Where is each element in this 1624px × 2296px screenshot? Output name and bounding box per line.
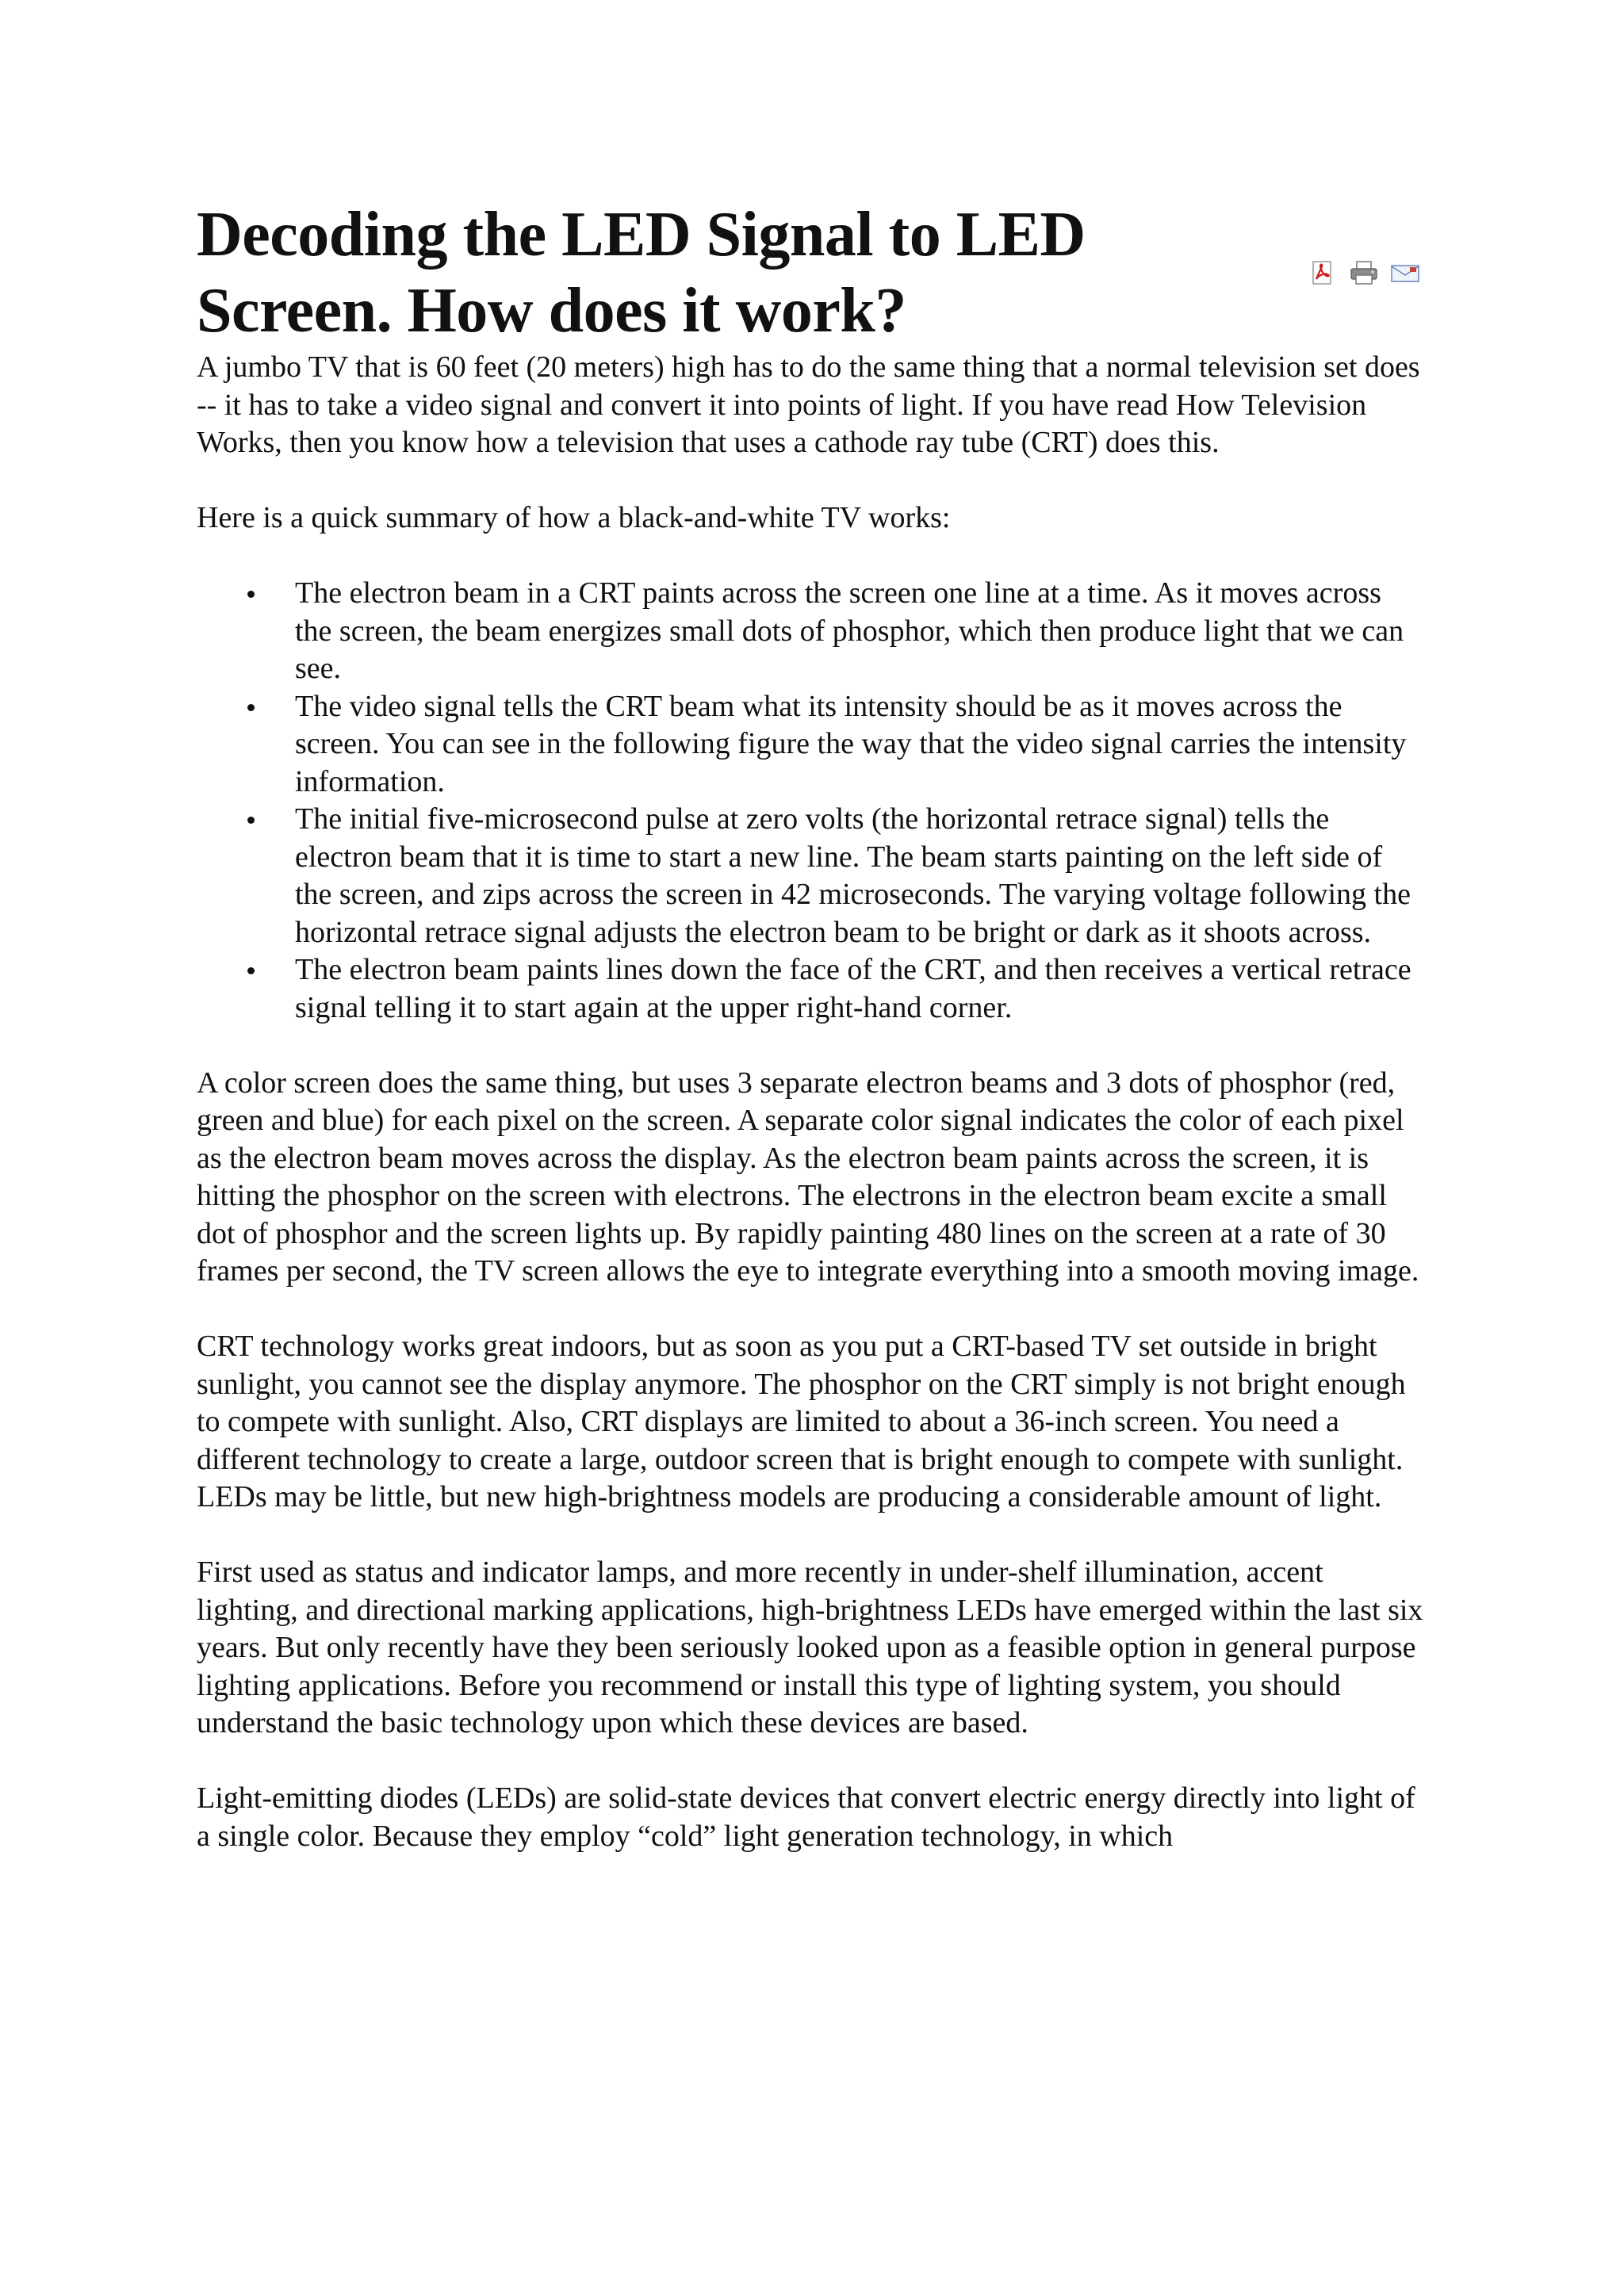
crt-summary-list bbox=[197, 575, 1424, 1027]
bullet-icon bbox=[247, 704, 255, 711]
list-item-text: The video signal tells the CRT beam what its intensity should be as it moves across the screen. You can see in the following figure the way that the video signal carries the intensity information. bbox=[295, 689, 1407, 798]
list-item-text: The initial five-microsecond pulse at zero volts (the horizontal retrace signal) tells the electron beam that it is time to start a new line. The beam starts painting on the left side of the screen, and zips across the screen in 42 microseconds. The varying voltage following the horizontal retrace signal adjusts the electron beam to be bright or dark as it shoots across. bbox=[295, 802, 1411, 949]
bullet-icon bbox=[247, 591, 255, 598]
list-item bbox=[197, 688, 1424, 802]
paragraph-crt-outdoors: CRT technology works great indoors, but as soon as you put a CRT-based TV set outside in bright sunlight, you cannot see the display anymore. The phosphor on the CRT simply is not bright enough to compete with sunlight. Also, CRT displays are limited to about a 36-inch screen. You need a different technology to create a large, outdoor screen that is bright enough to compete with sunlight. LEDs may be little, but new high-brightness models are producing a considerable amount of light. bbox=[197, 1330, 1406, 1513]
print-icon[interactable] bbox=[1348, 260, 1380, 285]
title-line-2: Screen. How does it work? bbox=[197, 276, 906, 346]
pdf-icon[interactable] bbox=[1307, 260, 1339, 285]
paragraph-color-screen: A color screen does the same thing, but uses 3 separate electron beams and 3 dots of phosphor (red, green and blue) for each pixel on the screen. A separate color signal indicates the color of each pixel as the electron beam moves across the display. As the electron beam paints across the screen, it is hitting the phosphor on the screen with electrons. The electrons in the electron beam excite a small dot of phosphor and the screen lights up. By rapidly painting 480 lines on the screen at a rate of 30 frames per second, the TV screen allows the eye to integrate everything into a smooth moving image. bbox=[197, 1066, 1419, 1288]
list-item bbox=[197, 951, 1424, 1027]
article-body bbox=[197, 349, 1424, 1855]
bullet-icon bbox=[247, 817, 255, 824]
list-item-text: The electron beam in a CRT paints across the screen one line at a time. As it moves across the screen, the beam energizes small dots of phosphor, which then produce light that we can see. bbox=[295, 576, 1404, 685]
bullet-icon bbox=[247, 967, 255, 974]
email-icon[interactable] bbox=[1389, 260, 1421, 285]
title-line-1: Decoding the LED Signal to LED bbox=[197, 200, 1086, 270]
list-item-text: The electron beam paints lines down the face of the CRT, and then receives a vertical retrace signal telling it to start again at the upper right-hand corner. bbox=[295, 953, 1411, 1024]
list-item bbox=[197, 575, 1424, 688]
paragraph-summary-lead: Here is a quick summary of how a black-and-white TV works: bbox=[197, 501, 951, 534]
page-title bbox=[197, 197, 1132, 349]
paragraph-intro: A jumbo TV that is 60 feet (20 meters) high has to do the same thing that a normal television set does -- it has to take a video signal and convert it into points of light. If you have read How Television Works, then you know how a television that uses a cathode ray tube (CRT) does this. bbox=[197, 350, 1420, 459]
document-page bbox=[197, 197, 1424, 1893]
paragraph-led-definition: Light-emitting diodes (LEDs) are solid-state devices that convert electric energy directly into light of a single color. Because they employ “cold” light generation technology, in which bbox=[197, 1781, 1415, 1853]
paragraph-led-history: First used as status and indicator lamps, and more recently in under-shelf illumination, accent lighting, and directional marking applications, high-brightness LEDs have emerged within the last six years. But only recently have they been seriously looked upon as a feasible option in general purpose lighting applications. Before you recommend or install this type of lighting system, you should understand the basic technology upon which these devices are based. bbox=[197, 1556, 1423, 1739]
article-toolbar bbox=[1307, 260, 1421, 285]
list-item bbox=[197, 801, 1424, 951]
